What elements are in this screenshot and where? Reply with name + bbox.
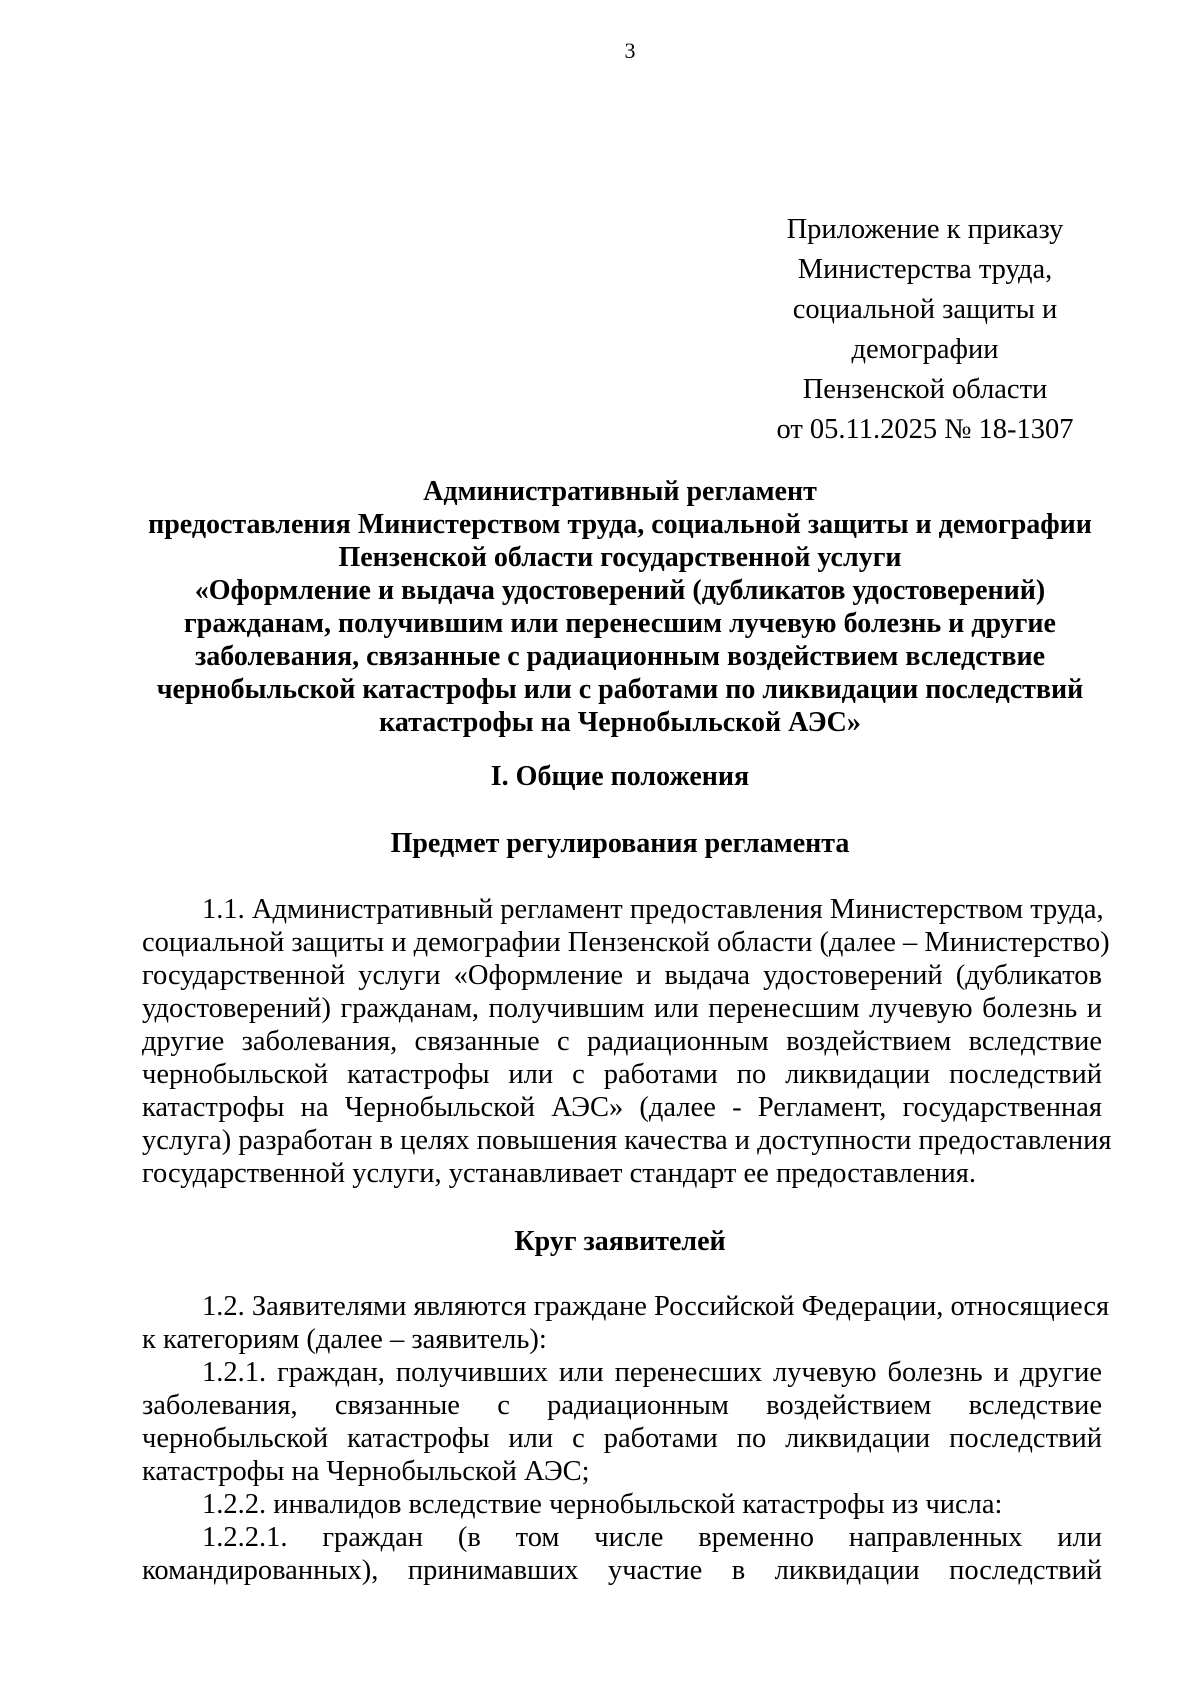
paragraph-line: к категориям (далее – заявитель): — [142, 1324, 547, 1355]
paragraph-line: 1.2. Заявителями являются граждане Российской Федерации, относящиеся — [202, 1291, 1110, 1322]
title-line: предоставления Министерством труда, социальной защиты и демографии — [148, 509, 1092, 540]
paragraph-line: удостоверений) гражданам, получившим или перенесшим лучевую болезнь и — [142, 993, 1102, 1024]
paragraph-line: государственной услуги, устанавливает стандарт ее предоставления. — [142, 1158, 976, 1189]
subsection-heading-applicants: Круг заявителей — [514, 1226, 726, 1257]
section-heading-general: I. Общие положения — [490, 761, 750, 792]
appendix-line: Министерства труда, — [797, 254, 1053, 285]
paragraph-line: чернобыльской катастрофы или с работами по ликвидации последствий — [142, 1423, 1102, 1454]
appendix-line: от 05.11.2025 № 18-1307 — [776, 414, 1074, 445]
appendix-line: демографии — [851, 334, 999, 365]
title-line: «Оформление и выдача удостоверений (дубликатов удостоверений) — [194, 575, 1046, 606]
paragraph-line: 1.2.2. инвалидов вследствие чернобыльской катастрофы из числа: — [202, 1489, 1003, 1520]
paragraph-line: 1.1. Административный регламент предоставления Министерством труда, — [202, 894, 1104, 925]
paragraph-1-2 — [142, 1290, 1110, 1356]
paragraph-line: услуга) разработан в целях повышения качества и доступности предоставления — [142, 1125, 1112, 1156]
document-title — [140, 475, 1100, 739]
paragraph-1-1 — [142, 893, 1112, 1190]
paragraph-line: чернобыльской катастрофы или с работами по ликвидации последствий — [142, 1059, 1102, 1090]
title-line: заболевания, связанные с радиационным воздействием вследствие — [194, 641, 1046, 672]
paragraph-line: катастрофы на Чернобыльской АЭС; — [142, 1456, 590, 1487]
paragraph-line: другие заболевания, связанные с радиационным воздействием вследствие — [142, 1026, 1102, 1057]
paragraph-line: катастрофы на Чернобыльской АЭС» (далее - Регламент, государственная — [142, 1092, 1102, 1123]
paragraph-line: 1.2.2.1. граждан (в том числе временно направленных или — [202, 1522, 1102, 1553]
subsection-heading-subject: Предмет регулирования регламента — [390, 828, 850, 859]
title-line: Пензенской области государственной услуги — [338, 542, 902, 573]
paragraph-1-2-2-1 — [142, 1521, 1102, 1587]
title-line: чернобыльской катастрофы или с работами по ликвидации последствий — [156, 674, 1084, 705]
appendix-line: Приложение к приказу — [786, 214, 1064, 245]
appendix-block — [760, 210, 1090, 450]
page-number: 3 — [624, 38, 636, 63]
title-line: катастрофы на Чернобыльской АЭС» — [379, 707, 861, 738]
paragraph-line: командированных), принимавших участие в ликвидации последствий — [142, 1555, 1102, 1586]
paragraph-line: социальной защиты и демографии Пензенской области (далее – Министерство) — [142, 927, 1110, 958]
paragraph-line: государственной услуги «Оформление и выдача удостоверений (дубликатов — [142, 960, 1102, 991]
title-line: Административный регламент — [423, 476, 817, 507]
appendix-line: Пензенской области — [802, 374, 1048, 405]
paragraph-line: заболевания, связанные с радиационным воздействием вследствие — [142, 1390, 1102, 1421]
title-line: гражданам, получившим или перенесшим лучевую болезнь и другие — [184, 608, 1056, 639]
appendix-line: социальной защиты и — [792, 294, 1058, 325]
paragraph-1-2-1 — [142, 1356, 1102, 1488]
paragraph-line: 1.2.1. граждан, получивших или перенесших лучевую болезнь и другие — [202, 1357, 1102, 1388]
paragraph-1-2-2 — [142, 1488, 1102, 1521]
